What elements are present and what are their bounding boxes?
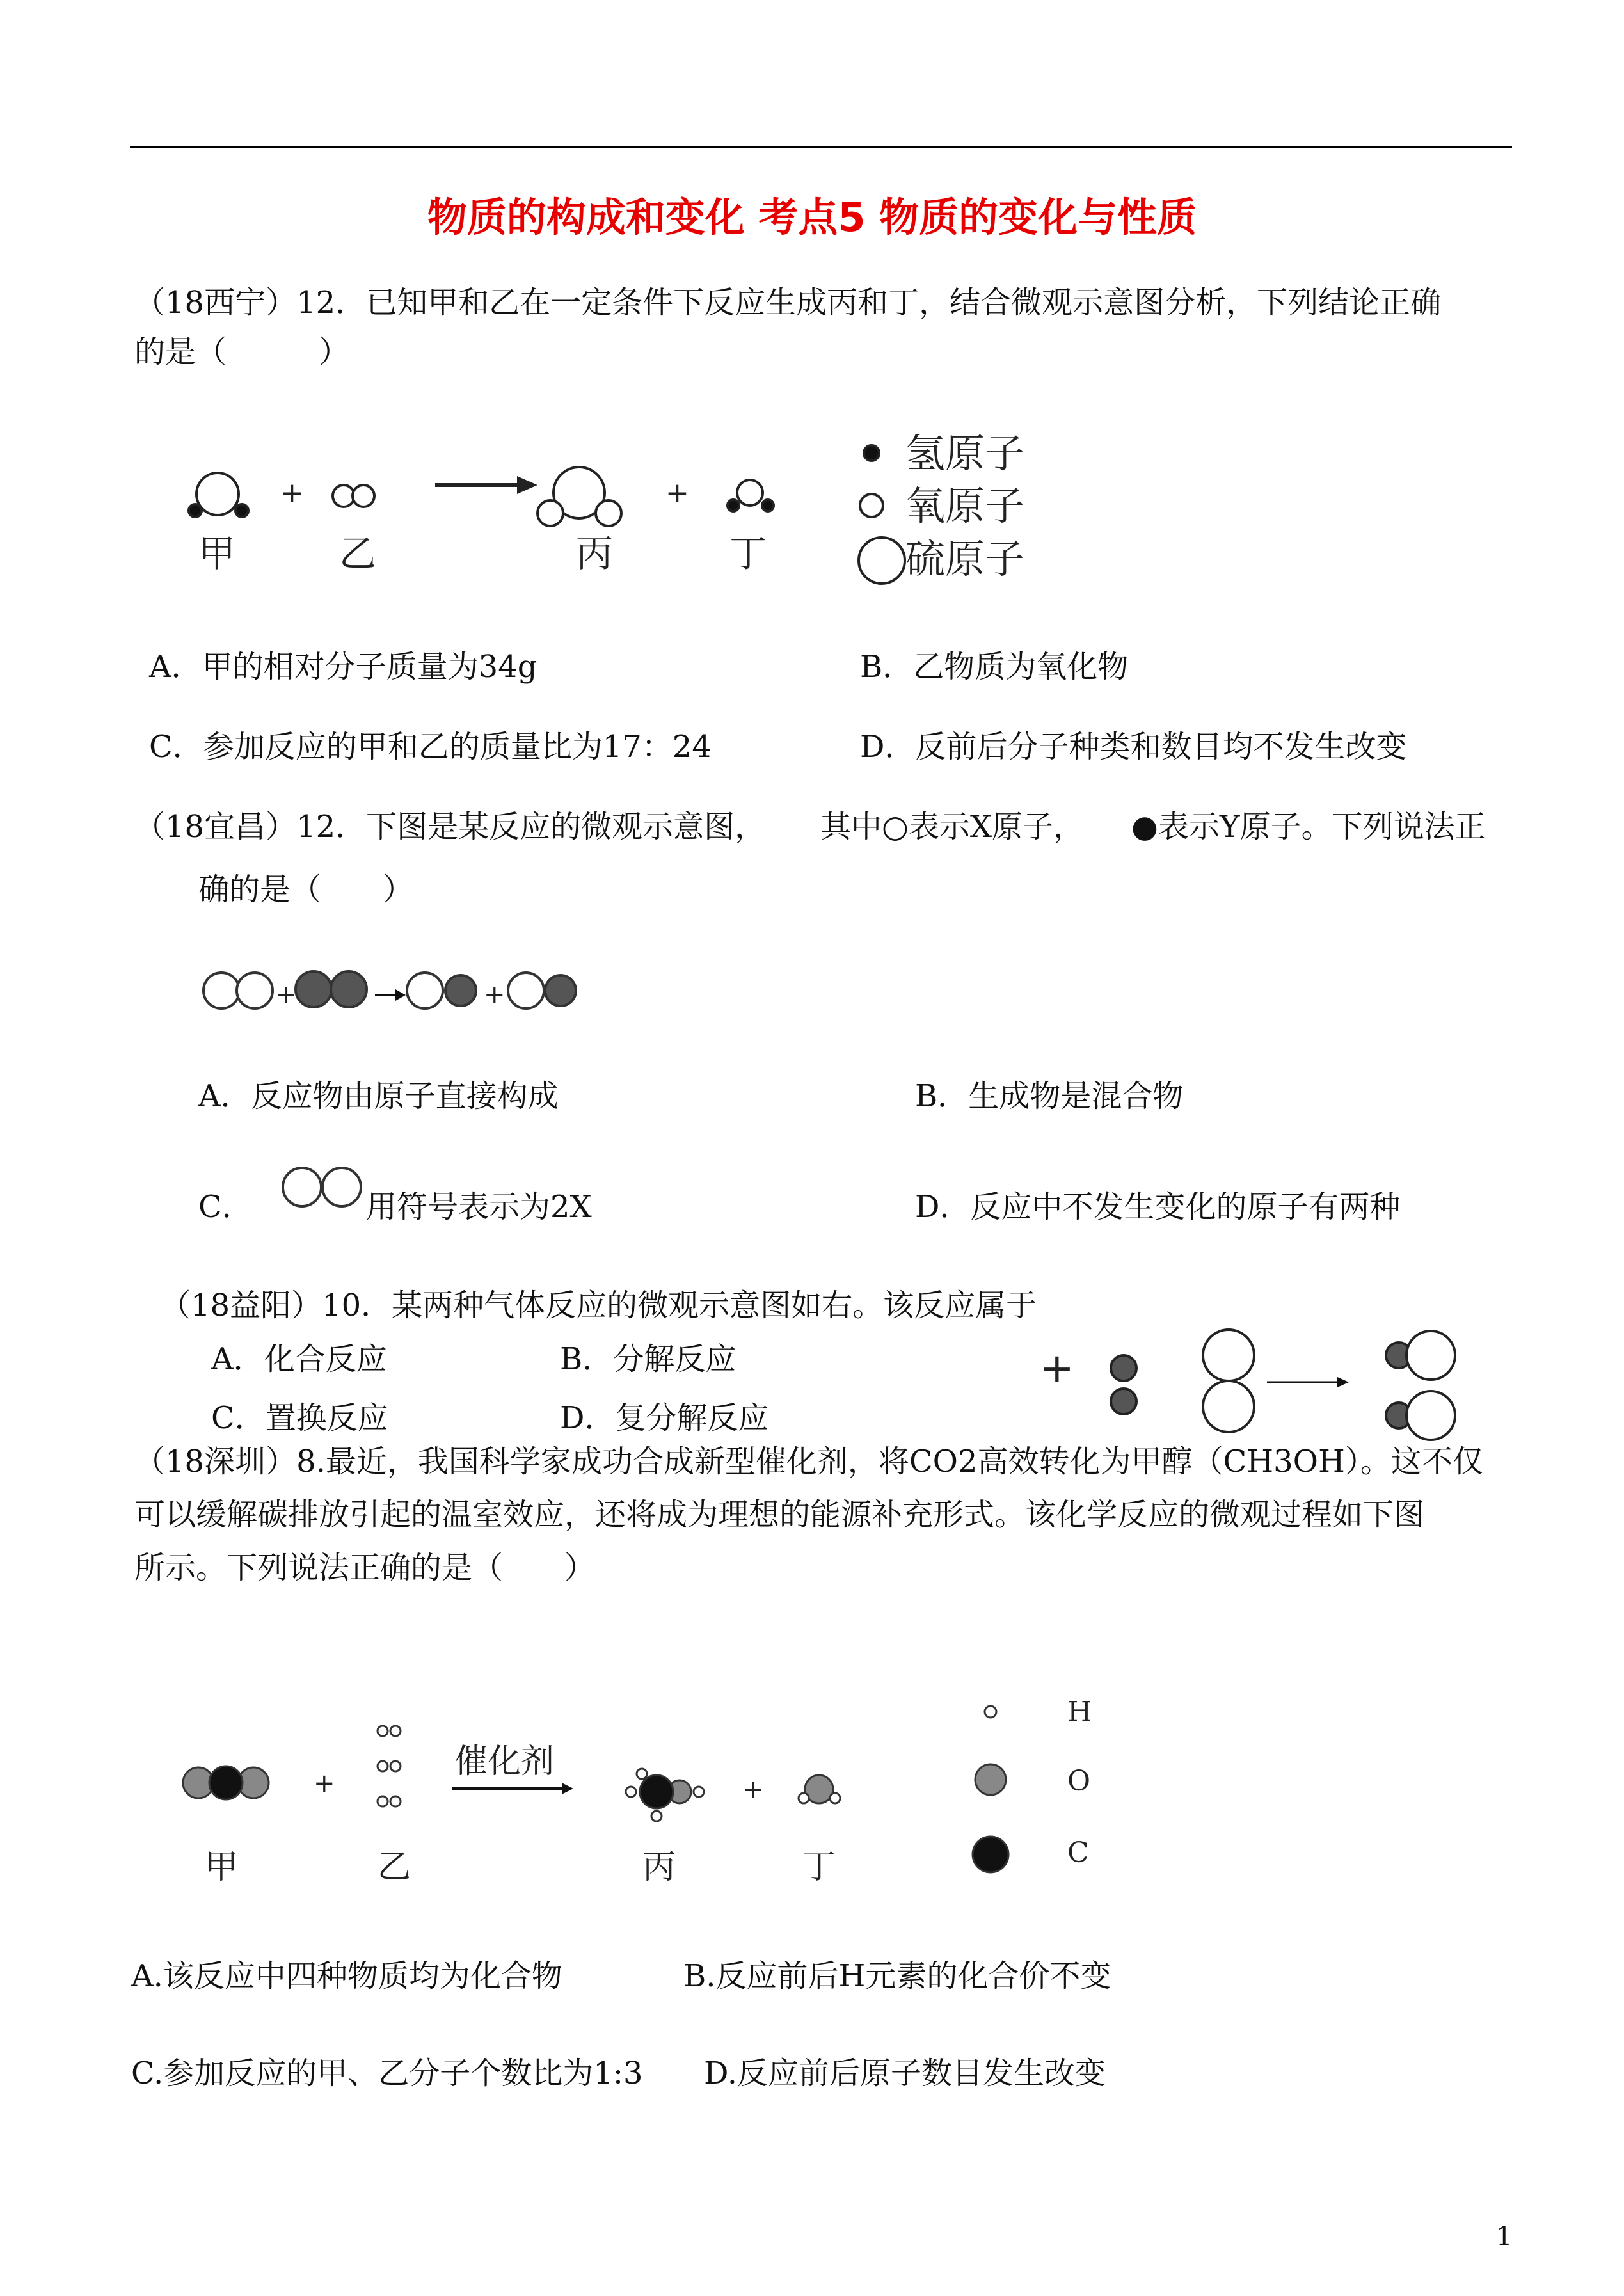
q4-catalyst-label: 催化剂 xyxy=(454,1742,555,1781)
q4-option-c: C.参加反应的甲、乙分子个数比为1:3 xyxy=(131,2055,643,2091)
q1-label-yi: 乙 xyxy=(339,532,377,575)
q3-option-c: C．置换反应 xyxy=(211,1400,388,1436)
q4-label-ding: 丁 xyxy=(802,1848,836,1886)
q2-option-c-prefix: C． xyxy=(198,1189,253,1225)
q4-stem-line3: 所示。下列说法正确的是（ ） xyxy=(134,1550,596,1586)
q4-option-b: B.反应前后H元素的化合价不变 xyxy=(683,1958,1111,1994)
q2-stem-line2: 确的是（ ） xyxy=(198,872,414,907)
q3-option-a: A．化合反应 xyxy=(211,1341,387,1377)
page-title: 物质的构成和变化 考点5 物质的变化与性质 xyxy=(427,194,1197,241)
q4-stem-line2: 可以缓解碳排放引起的温室效应，还将成为理想的能源补充形式。该化学反应的微观过程如下图 xyxy=(134,1497,1425,1533)
svg-text:+: + xyxy=(484,980,506,1010)
q1-legend-hydrogen: 氢原子 xyxy=(905,430,1025,477)
q3-stem: （18益阳）10．某两种气体反应的微观示意图如右。该反应属于 xyxy=(160,1288,1037,1323)
q4-option-a: A.该反应中四种物质均为化合物 xyxy=(131,1958,562,1994)
q4-option-d: D.反应前后原子数目发生改变 xyxy=(704,2055,1106,2091)
q4-label-jia: 甲 xyxy=(205,1848,239,1886)
q1-option-a: A．甲的相对分子质量为34g xyxy=(149,649,537,685)
svg-text:+: + xyxy=(280,477,304,509)
q4-legend-c: C xyxy=(1067,1837,1089,1869)
svg-text:+: + xyxy=(275,980,297,1010)
q1-label-bing: 丙 xyxy=(576,532,614,575)
q1-stem-line1: （18西宁）12．已知甲和乙在一定条件下反应生成丙和丁，结合微观示意图分析，下列结论正确 xyxy=(134,285,1442,321)
q1-legend-sulfur: 硫原子 xyxy=(905,536,1025,582)
svg-text:+: + xyxy=(742,1775,764,1805)
q1-label-ding: 丁 xyxy=(729,532,767,575)
q2-stem-part2: 其中○表示X原子， xyxy=(820,809,1085,845)
q1-option-b: B．乙物质为氧化物 xyxy=(860,649,1129,685)
q3-option-d: D．复分解反应 xyxy=(560,1400,769,1436)
q4-legend-o: O xyxy=(1067,1765,1091,1798)
q3-option-b: B．分解反应 xyxy=(560,1341,736,1377)
q2-option-d: D．反应中不发生变化的原子有两种 xyxy=(915,1189,1401,1225)
q2-stem-part3: ●表示Y原子。下列说法正 xyxy=(1131,809,1486,845)
q2-option-a: A．反应物由原子直接构成 xyxy=(198,1078,559,1114)
q4-stem-line1: （18深圳）8.最近，我国科学家成功合成新型催化剂，将CO2高效转化为甲醇（CH3OH）。这不仅 xyxy=(134,1444,1483,1479)
q3-plus: + xyxy=(1040,1345,1074,1392)
svg-text:+: + xyxy=(314,1769,335,1798)
q1-option-c: C．参加反应的甲和乙的质量比为17：24 xyxy=(149,729,712,765)
q1-legend-oxygen: 氧原子 xyxy=(905,482,1025,529)
q4-legend-h: H xyxy=(1067,1696,1092,1728)
q4-label-bing: 丙 xyxy=(642,1848,676,1886)
q4-label-yi: 乙 xyxy=(378,1848,411,1886)
svg-text:+: + xyxy=(665,477,689,509)
q1-stem-line2: 的是（ ） xyxy=(134,334,350,370)
q2-stem-part1: （18宜昌）12．下图是某反应的微观示意图， xyxy=(134,809,766,845)
q1-label-jia: 甲 xyxy=(198,532,236,575)
q2-option-c-text: 用符号表示为2X xyxy=(366,1189,592,1225)
q2-option-b: B．生成物是混合物 xyxy=(915,1078,1184,1114)
page-number: 1 xyxy=(1496,2222,1513,2251)
q1-option-d: D．反前后分子种类和数目均不发生改变 xyxy=(860,729,1407,765)
